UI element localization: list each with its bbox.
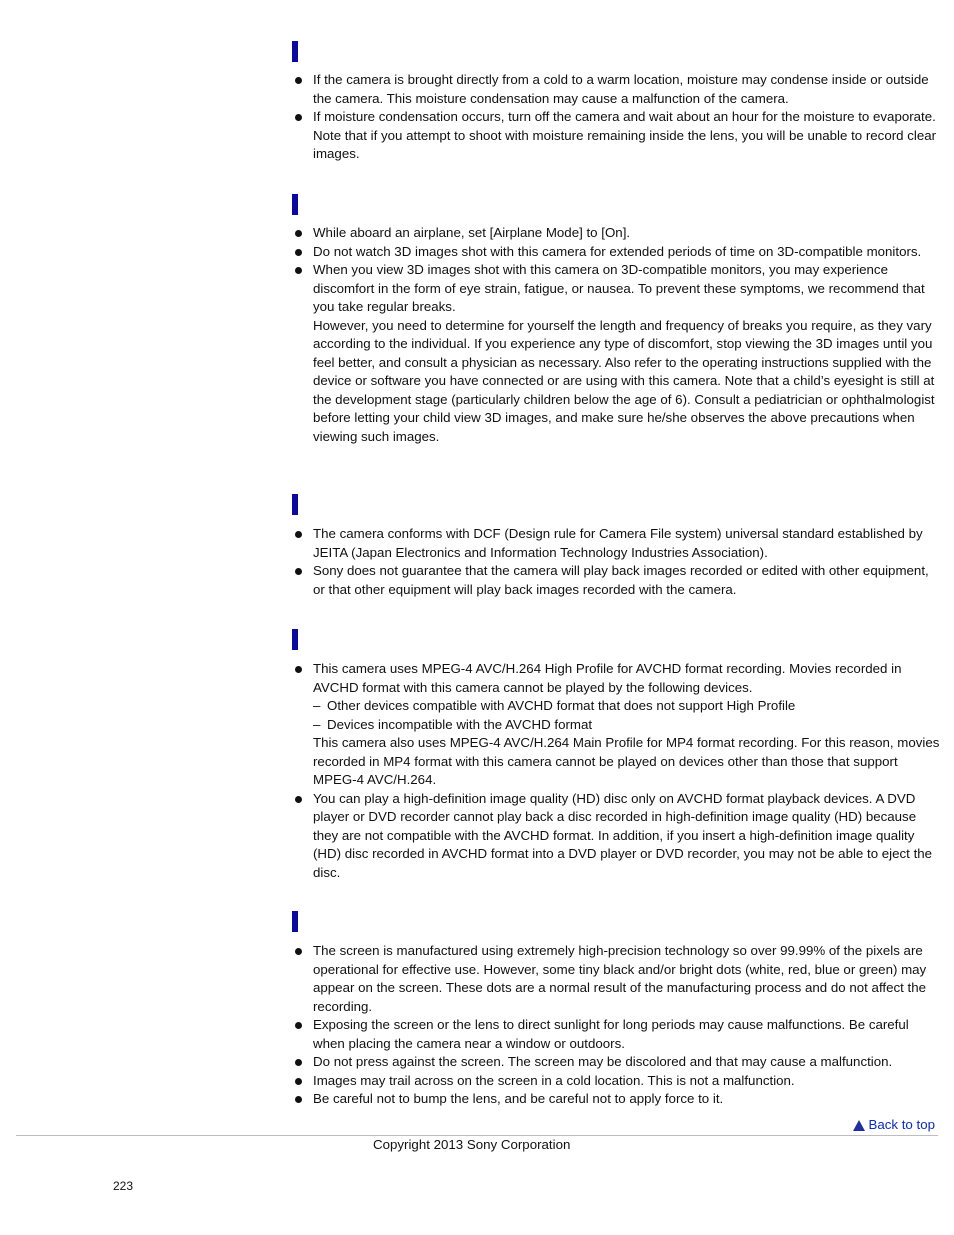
bullet-icon [295,230,302,237]
section-heading-marker [292,194,298,215]
list-item [292,261,940,446]
bullet-icon [295,77,302,84]
list-item [292,243,940,262]
sub-list-item-text: Devices incompatible with the AVCHD format [327,716,593,732]
list-item-text: You can play a high-definition image quality (HD) disc only on AVCHD format playback devices. A DVD player or DVD recorder cannot play back a disc recorded in high-definition image quality (HD) because they are not compatible with the AVCHD format. In addition, if you insert a high-definition image quality (HD) disc recorded in AVCHD format into a DVD player or DVD recorder, you may not be able to eject the disc. [313,790,933,880]
section-heading-marker [292,911,298,932]
list-item [292,562,940,599]
section-list [292,224,940,446]
list-item [292,224,940,243]
section-heading-marker [292,629,298,650]
page-number: 223 [113,1179,134,1193]
list-item-text: The screen is manufactured using extremely high-precision technology so over 99.99% of the pixels are operational for effective use. However, some tiny black and/or bright dots (white, red, blue or green) may appear on the screen. These dots are a normal result of the manufacturing process and do not affect the recording. [313,943,927,1014]
list-item-text: While aboard an airplane, set [Airplane Mode] to [On]. [313,225,631,240]
list-item-text: Exposing the screen or the lens to direct sunlight for long periods may cause malfunctions. Be careful when placing the camera near a window or outdoors. [313,1017,909,1051]
list-item [292,1072,940,1091]
sub-list-item [313,697,940,716]
bullet-icon [295,531,302,538]
bullet-icon [295,267,302,274]
list-item [292,790,940,883]
list-item [292,71,940,108]
sub-list-item [313,716,940,735]
list-item [292,1053,940,1072]
bullet-icon [295,1059,302,1066]
bullet-icon [295,1022,302,1029]
back-to-top-label: Back to top [868,1117,935,1132]
dash-icon: – [313,716,321,732]
list-item [292,1016,940,1053]
list-item [292,525,940,562]
list-item [292,660,940,790]
list-item [292,108,940,164]
list-item [292,942,940,1016]
bullet-icon [295,114,302,121]
section-heading-marker [292,41,298,62]
bullet-icon [295,796,302,803]
section-list [292,660,940,882]
copyright-text: Copyright 2013 Sony Corporation [373,1137,571,1152]
bullet-icon [295,666,302,673]
list-item-text: Sony does not guarantee that the camera will play back images recorded or edited with other equipment, or that other equipment will play back images recorded with the camera. [313,563,929,597]
up-triangle-icon [853,1120,865,1131]
section-list [292,525,940,599]
list-item-text: Do not watch 3D images shot with this camera for extended periods of time on 3D-compatible monitors. [313,243,922,259]
list-item-text: This camera uses MPEG-4 AVC/H.264 High Profile for AVCHD format recording. Movies recorded in AVCHD format with this camera cannot be played by the following devices. [313,661,902,695]
sub-list-item-text: Other devices compatible with AVCHD format that does not support High Profile [327,698,796,713]
list-item-text: Be careful not to bump the lens, and be careful not to apply force to it. [313,1091,724,1106]
bullet-icon [295,568,302,575]
section-list [292,942,940,1109]
list-item-text: When you view 3D images shot with this camera on 3D-compatible monitors, you may experience discomfort in the form of eye strain, fatigue, or nausea. To prevent these symptoms, we recommend that you take regular breaks. [313,262,925,314]
list-item-text: Images may trail across on the screen in a cold location. This is not a malfunction. [313,1072,795,1088]
back-to-top-link[interactable] [853,1116,935,1135]
list-item-continuation: However, you need to determine for yourself the length and frequency of breaks you require, as they vary according to the individual. If you experience any type of discomfort, stop viewing the 3D images until you feel better, and consult a physician as necessary. Also refer to the operating instructions supplied with the device or software you have connected or are using with this camera. Note that a child’s eyesight is still at the development stage (particularly children below the age of 6). Consult a pediatrician or ophthalmologist before letting your child view 3D images, and make sure he/she observes the above precautions when viewing such images. [313,317,935,444]
list-item-text: If moisture condensation occurs, turn off the camera and wait about an hour for the moisture to evaporate. Note that if you attempt to shoot with moisture remaining inside the lens, you will be unable to record clear images. [313,109,937,161]
bullet-icon [295,1078,302,1085]
section-heading-marker [292,494,298,515]
bullet-icon [295,948,302,955]
section-list [292,71,940,164]
list-item-continuation: This camera also uses MPEG-4 AVC/H.264 Main Profile for MP4 format recording. For this reason, movies recorded in MP4 format with this camera cannot be played on devices other than those that support MPEG-4 AVC/H.264. [313,735,940,787]
dash-icon: – [313,698,321,713]
bullet-icon [295,1096,302,1103]
list-item-text: If the camera is brought directly from a cold to a warm location, moisture may condense inside or outside the camera. This moisture condensation may cause a malfunction of the camera. [313,72,929,106]
list-item [292,1090,940,1109]
bullet-icon [295,249,302,256]
list-item-text: The camera conforms with DCF (Design rule for Camera File system) universal standard established by JEITA (Japan Electronics and Information Technology Industries Association). [313,526,923,560]
list-item-text: Do not press against the screen. The screen may be discolored and that may cause a malfunction. [313,1054,893,1069]
